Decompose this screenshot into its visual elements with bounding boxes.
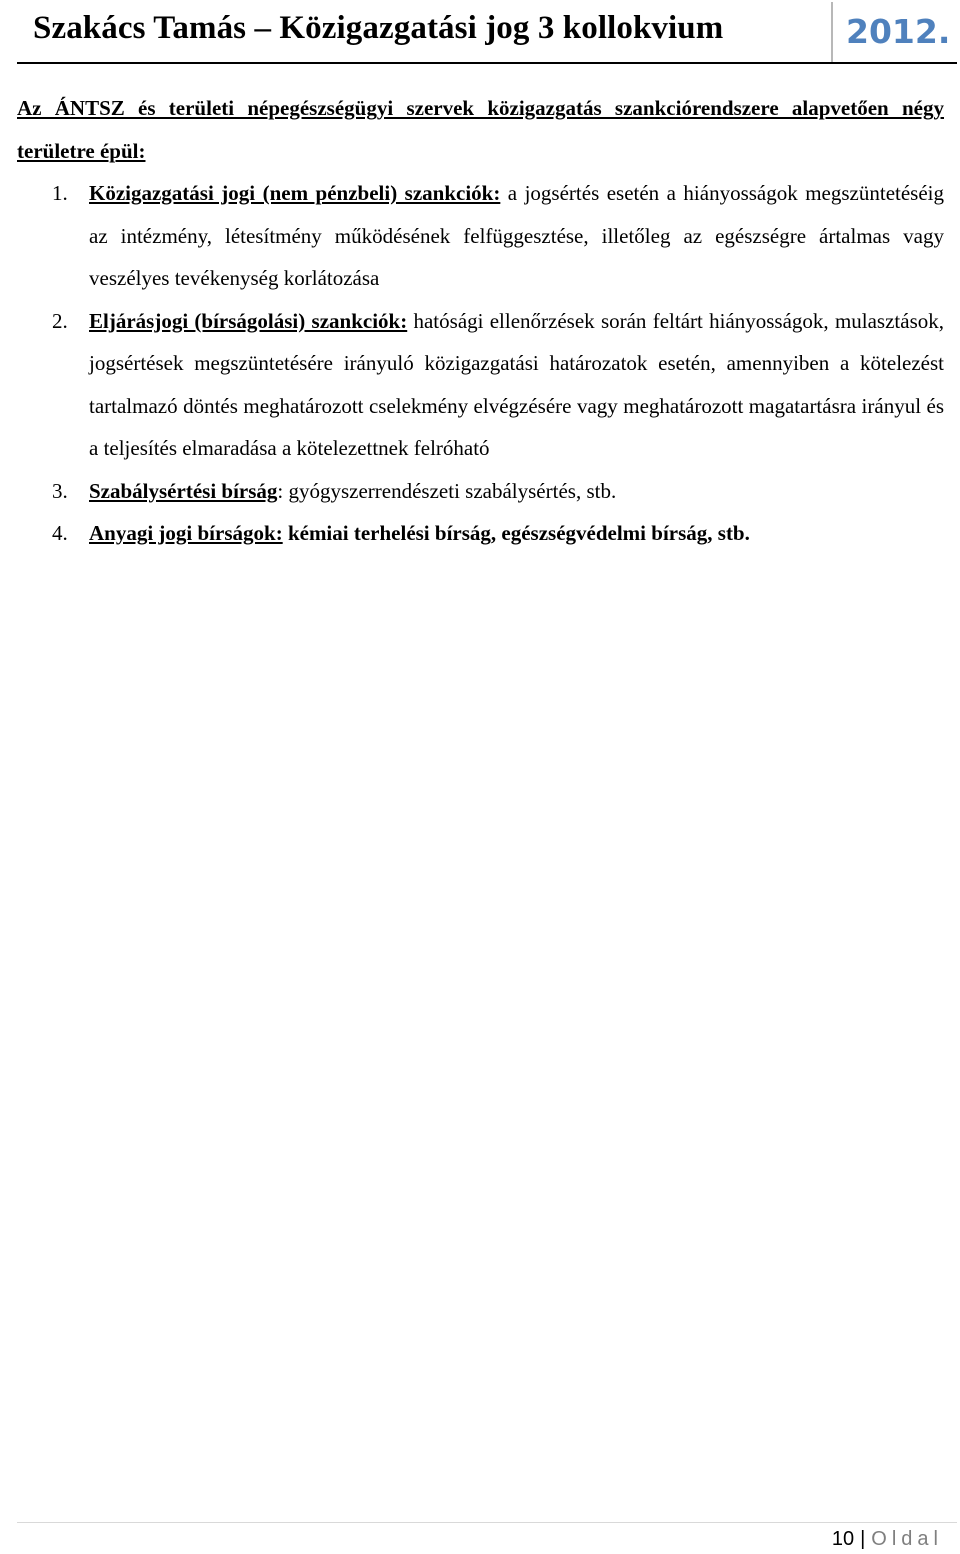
list-item — [17, 172, 944, 300]
list-item-number: 1. — [52, 181, 68, 205]
page-footer — [832, 1528, 943, 1551]
list-item-number: 4. — [52, 521, 68, 545]
list-item-term: Eljárásjogi (bírságolási) szankciók: — [89, 308, 408, 333]
header-year: 2012. — [846, 12, 951, 51]
list-item-text: : gyógyszerrendészeti szabálysértés, stb. — [277, 478, 617, 503]
intro-text: Az ÁNTSZ és területi népegészségügyi szervek közigazgatás szankciórendszere alapvetően négy területre épül: — [17, 96, 944, 163]
list-item — [17, 300, 944, 470]
page-content — [17, 87, 944, 555]
list-item-text: hatósági ellenőrzések során feltárt hiányosságok, mulasztások, jogsértések megszüntetésére irányuló közigazgatási határozatok esetén, amennyiben a kötelezést tartalmazó döntés meghatározott cselekmény elvégzésére vagy meghatározott magatartásra irányul és a teljesítés elmaradása a kötelezettnek felróható — [89, 308, 945, 460]
footer-page-label: Oldal — [871, 1528, 943, 1550]
list-item-term: Anyagi jogi bírságok: — [89, 521, 283, 545]
header-title: Szakács Tamás – Közigazgatási jog 3 kollokvium — [33, 10, 724, 46]
list-item-term: Közigazgatási jogi (nem pénzbeli) szankciók: — [89, 181, 501, 205]
intro-paragraph — [17, 87, 944, 172]
list-item-text: a jogsértés esetén a hiányosságok megszüntetéséig az intézmény, létesítmény működésének felfüggesztése, illetőleg az egészségre ártalmas vagy veszélyes tevékenység korlátozása — [89, 181, 945, 290]
list-item — [17, 512, 944, 555]
sanction-list — [17, 172, 944, 555]
list-item-number: 3. — [52, 478, 68, 503]
list-item-number: 2. — [52, 308, 68, 333]
header-rule — [17, 62, 957, 64]
list-item — [17, 470, 944, 513]
page-number: 10 — [831, 1528, 855, 1550]
page-header — [0, 0, 960, 62]
list-item-text: kémiai terhelési bírság, egészségvédelmi bírság, stb. — [282, 521, 750, 545]
list-item-term: Szabálysértési bírság — [89, 478, 278, 503]
footer-rule — [17, 1522, 957, 1523]
footer-separator: | — [860, 1528, 866, 1550]
header-divider — [831, 2, 833, 62]
